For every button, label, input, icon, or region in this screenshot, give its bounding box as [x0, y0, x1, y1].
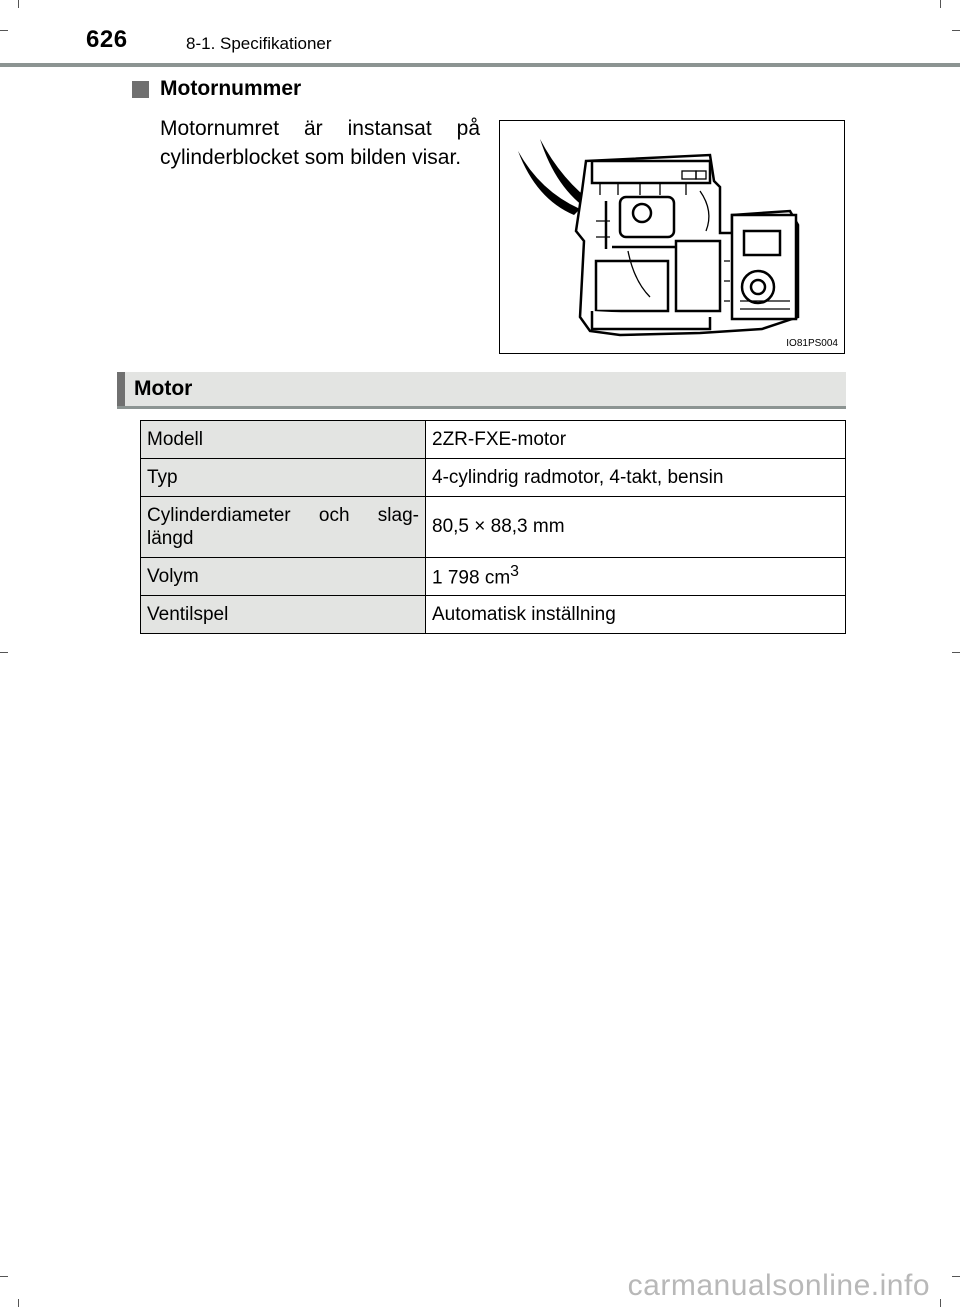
watermark: carmanualsonline.info — [627, 1269, 930, 1302]
page-number: 626 — [86, 26, 128, 53]
header-divider — [0, 63, 960, 67]
crop-mark — [952, 652, 960, 653]
table-row — [141, 421, 846, 459]
crop-mark — [952, 1276, 960, 1277]
engine-illustration-icon — [500, 121, 844, 353]
spec-value: 80,5 × 88,3 mm — [426, 497, 846, 558]
crop-mark — [0, 1276, 8, 1277]
spec-label: Cylinderdiameter och slag-längd — [141, 497, 426, 558]
table-row — [141, 497, 846, 558]
square-bullet-icon — [132, 81, 149, 98]
motor-section-title: Motor — [134, 377, 193, 400]
subsection-title: Motornummer — [160, 77, 302, 100]
crop-mark — [0, 652, 8, 653]
spec-value: 2ZR-FXE-motor — [426, 421, 846, 459]
spec-label: Volym — [141, 558, 426, 596]
subsection-body: Motornumret är instansat på cylinderblocket som bilden visar. — [160, 117, 480, 169]
spec-value-superscript: 3 — [510, 563, 519, 581]
spec-value-cell — [426, 558, 846, 596]
section-underline — [117, 406, 846, 409]
figure-code: IO81PS004 — [786, 338, 838, 349]
motor-section-header — [117, 372, 846, 406]
table-row — [141, 459, 846, 497]
spec-value: Automatisk inställning — [426, 596, 846, 634]
crop-mark — [952, 30, 960, 31]
motor-spec-table — [140, 420, 846, 634]
subsection-heading — [132, 77, 301, 101]
crop-mark — [18, 0, 19, 8]
section-accent-bar — [117, 372, 125, 406]
crop-mark — [940, 0, 941, 8]
spec-value: 1 798 cm — [432, 567, 511, 589]
spec-label: Typ — [141, 459, 426, 497]
table-row — [141, 558, 846, 596]
crop-mark — [940, 1299, 941, 1307]
table-row — [141, 596, 846, 634]
spec-label: Modell — [141, 421, 426, 459]
spec-value: 4-cylindrig radmotor, 4-takt, bensin — [426, 459, 846, 497]
crop-mark — [18, 1299, 19, 1307]
engine-figure — [499, 120, 845, 354]
section-title: 8-1. Specifikationer — [186, 34, 332, 53]
crop-mark — [0, 30, 8, 31]
spec-label: Ventilspel — [141, 596, 426, 634]
